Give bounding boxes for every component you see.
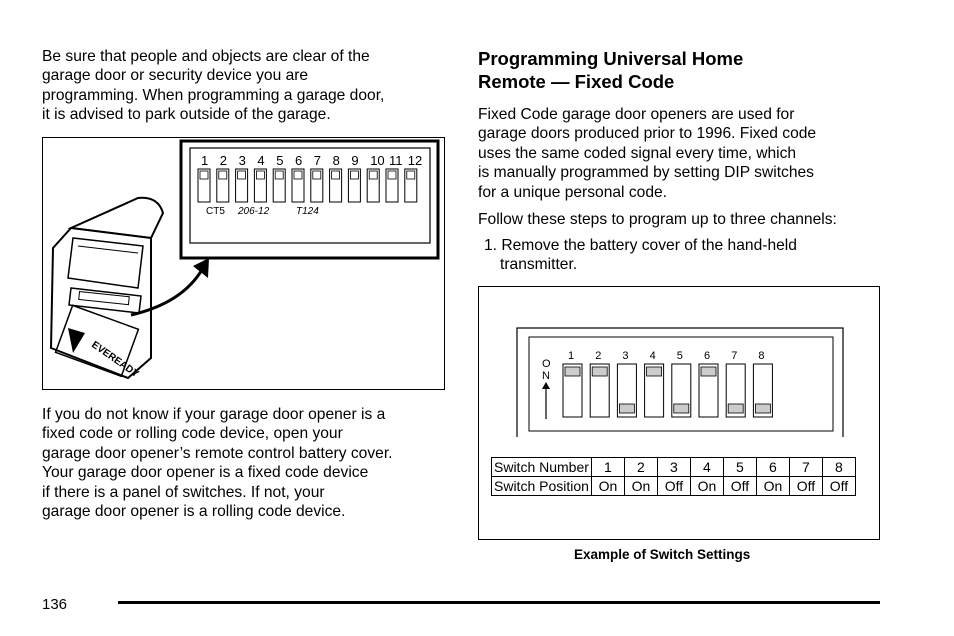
chip-label-206: 206-12 [238, 206, 270, 217]
dip-switch-slider [565, 367, 580, 376]
switch-settings-table [491, 457, 856, 496]
dip-number: 1 [201, 153, 209, 168]
dip-number: 2 [219, 153, 228, 168]
switch-number-cell: 1 [591, 458, 624, 477]
dip-number: 10 [370, 153, 385, 168]
transmitter-figure [42, 137, 445, 390]
dip-switch-slider [275, 171, 283, 179]
body-paragraph [42, 405, 393, 521]
switch-number-cell: 6 [756, 458, 789, 477]
text-line: fixed code or rolling code device, open your [42, 425, 343, 443]
figure-caption: Example of Switch Settings [574, 547, 751, 562]
steps-intro [478, 210, 837, 229]
dip-number: 11 [389, 153, 403, 168]
step-1 [484, 236, 797, 275]
dip-switch-slider [388, 171, 396, 179]
dip-number: 3 [238, 153, 246, 168]
text-line: for a unique personal code. [478, 183, 667, 201]
text-line: garage door or security device you are [42, 67, 309, 85]
chip-label-t124: T124 [296, 206, 319, 217]
brand-label: EVEREADY [89, 339, 141, 381]
dip-switch-slider [238, 171, 246, 179]
switch-number-cell: 3 [657, 458, 690, 477]
text-line: Your garage door opener is a fixed code device [42, 464, 369, 482]
dip-switch-slider [219, 171, 227, 179]
transmitter-illustration [43, 138, 444, 389]
text-line: garage door opener’s remote control battery cover. [42, 444, 393, 462]
switch-number-label: 7 [731, 350, 738, 362]
text-line: transmitter. [500, 256, 578, 274]
chip-label-ct5: CT5 [206, 206, 225, 217]
dip-number: 4 [257, 153, 265, 168]
switch-position-cell: On [591, 477, 624, 496]
table-row [492, 477, 856, 496]
dip-switch-slider [256, 171, 264, 179]
dip-number: 8 [332, 153, 340, 168]
dip-switch-zoom [181, 141, 438, 258]
heading-line: Remote — Fixed Code [478, 71, 675, 92]
dip-number: 9 [351, 153, 359, 168]
dip-switch-slider [332, 171, 340, 179]
switch-position-cell: Off [822, 477, 855, 496]
switch-number-label: 3 [622, 350, 629, 362]
text-line: Follow these steps to program up to three channels: [478, 211, 837, 228]
switch-number-cell: 8 [822, 458, 855, 477]
text-line: programming. When programming a garage door, [42, 86, 385, 104]
dip-number: 7 [313, 153, 322, 168]
heading-line: Programming Universal Home [478, 48, 744, 69]
switch-number-label: 6 [704, 350, 711, 362]
switch-settings-figure [478, 286, 880, 540]
on-label-n: N [542, 370, 550, 382]
dip-switch-slider [674, 404, 689, 413]
on-label-o: O [542, 358, 551, 370]
table-row [492, 458, 856, 477]
switch-number-label: 4 [649, 350, 656, 362]
footer-rule [118, 601, 880, 604]
switch-position-cell: Off [657, 477, 690, 496]
text-line: If you do not know if your garage door opener is a [42, 406, 386, 423]
text-line: garage door opener is a rolling code device. [42, 503, 346, 521]
text-line: Fixed Code garage door openers are used for [478, 106, 795, 123]
switch-number-label: 1 [568, 350, 575, 362]
dip-number: 12 [407, 153, 423, 168]
dip-switch-slider [350, 171, 358, 179]
text-line: 1. Remove the battery cover of the hand-held [484, 237, 797, 254]
fixed-code-paragraph [478, 105, 816, 202]
dip-switch-slider [592, 367, 607, 376]
dip-switch-slider [294, 171, 302, 179]
dip-switch-slider [200, 171, 208, 179]
switch-number-cell: 4 [690, 458, 723, 477]
dip-switch-slider [313, 171, 321, 179]
switch-position-cell: On [690, 477, 723, 496]
dip-switch-slider [369, 171, 377, 179]
switch-position-cell: On [756, 477, 789, 496]
text-line: garage doors produced prior to 1996. Fixed code [478, 125, 817, 143]
text-line: uses the same coded signal every time, which [478, 144, 797, 162]
switch-number-cell: 7 [789, 458, 822, 477]
switch-number-label: 2 [595, 350, 602, 362]
dip-switch-slider [755, 404, 770, 413]
page-number: 136 [42, 596, 68, 613]
text-line: if there is a panel of switches. If not, your [42, 483, 325, 501]
dip-switch-slider [647, 367, 662, 376]
intro-paragraph [42, 47, 384, 125]
text-line: it is advised to park outside of the garage. [42, 106, 331, 124]
switch-position-cell: Off [789, 477, 822, 496]
dip-number: 5 [276, 153, 284, 168]
dip-switch-slider [407, 171, 415, 179]
dip-switch-slider [728, 404, 743, 413]
row-header: Switch Position [492, 477, 592, 496]
dip-switch-slider [701, 367, 716, 376]
switch-number-cell: 5 [723, 458, 756, 477]
row-header: Switch Number [492, 458, 592, 477]
switch-position-cell: On [624, 477, 657, 496]
switch-number-cell: 2 [624, 458, 657, 477]
switch-number-label: 5 [676, 350, 683, 362]
switch-number-label: 8 [758, 350, 765, 362]
remote-transmitter [51, 198, 163, 380]
text-line: is manually programmed by setting DIP switches [478, 164, 814, 182]
dip-number: 6 [295, 153, 303, 168]
text-line: Be sure that people and objects are clear of the [42, 48, 370, 65]
dip-switch-diagram [479, 287, 879, 437]
dip-switch-slider [619, 404, 634, 413]
section-heading [478, 47, 743, 93]
switch-position-cell: Off [723, 477, 756, 496]
